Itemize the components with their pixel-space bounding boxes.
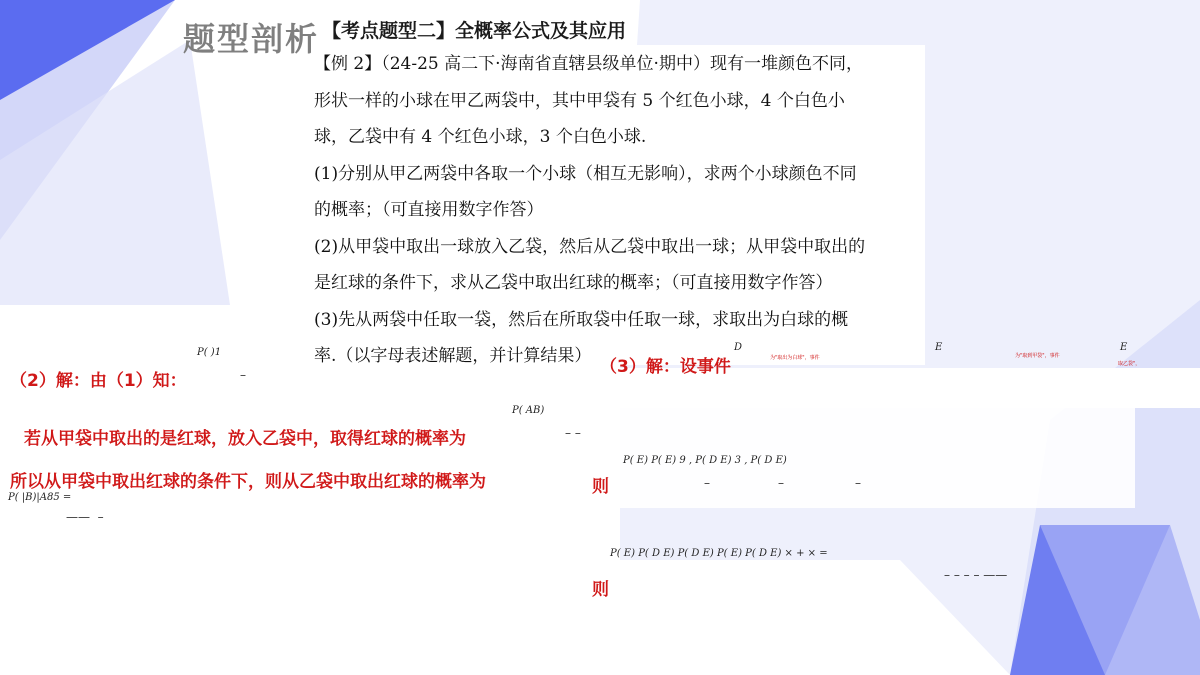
formula-note: 为"取到甲袋"，事件 bbox=[1015, 353, 1060, 359]
fraction-bar: – – bbox=[565, 426, 581, 440]
formula-fragment: E bbox=[935, 342, 943, 353]
fraction-bar: – bbox=[855, 476, 861, 490]
formula-fragment: P( )1 bbox=[197, 347, 222, 358]
problem-line: 形状一样的小球在甲乙两袋中，其中甲袋有 5 个红色小球，4 个白色小 bbox=[314, 90, 845, 111]
solution2-line3: 所以从甲袋中取出红球的条件下，则从乙袋中取出红球的概率为 bbox=[10, 472, 486, 492]
page-title: 题型剖析 bbox=[183, 20, 320, 58]
solution2-label: （2）解：由（1）知： bbox=[10, 371, 187, 391]
formula-fragment: P( E) P( D E) P( D E) P( E) P( D E) × + × = bbox=[610, 548, 828, 559]
fraction-bar: —— – bbox=[66, 510, 104, 524]
formula-fragment: P( |B)|A85 = bbox=[8, 492, 72, 503]
problem-line: (3)先从两袋中任取一袋，然后在所取袋中任取一球，求取出为白球的概 bbox=[314, 309, 849, 330]
problem-line: 率.（以字母表述解题，并计算结果） bbox=[314, 346, 592, 366]
solution2-line2: 若从甲袋中取出的是红球，放入乙袋中，取得红球的概率为 bbox=[24, 429, 466, 449]
formula-fragment: P( E) P( E) 9 , P( D E) 3 , P( D E) bbox=[623, 455, 787, 466]
problem-line: (1)分别从甲乙两袋中各取一个小球（相互无影响），求两个小球颜色不同 bbox=[314, 163, 857, 184]
fraction-bar: – bbox=[704, 476, 710, 490]
solution3-then-1: 则 bbox=[592, 477, 609, 497]
formula-fragment: P( AB) bbox=[512, 405, 545, 416]
solution3-then-2: 则 bbox=[592, 580, 609, 600]
formula-fragment: D bbox=[734, 342, 743, 353]
fraction-bar: – bbox=[240, 368, 246, 382]
problem-line: 球，乙袋中有 4 个红色小球，3 个白色小球. bbox=[314, 127, 647, 147]
problem-line: 的概率；（可直接用数字作答） bbox=[314, 200, 544, 220]
topic-subtitle: 【考点题型二】全概率公式及其应用 bbox=[322, 20, 627, 42]
formula-note: 为"取出为白球"，事件 bbox=[770, 355, 820, 361]
formula-fragment: E bbox=[1120, 342, 1128, 353]
formula-note: 取乙袋"， bbox=[1118, 361, 1141, 367]
solution3-label: （3）解：设事件 bbox=[600, 357, 731, 377]
problem-line: 【例 2】（24-25 高二下·海南省直辖县级单位·期中）现有一堆颜色不同， bbox=[314, 54, 863, 74]
fraction-bar: – bbox=[778, 476, 784, 490]
problem-line: (2)从甲袋中取出一球放入乙袋，然后从乙袋中取出一球；从甲袋中取出的 bbox=[314, 236, 866, 257]
problem-text bbox=[314, 46, 926, 375]
fraction-bar: – – – – —— bbox=[944, 568, 1008, 582]
problem-line: 是红球的条件下，求从乙袋中取出红球的概率；（可直接用数字作答） bbox=[314, 273, 833, 293]
